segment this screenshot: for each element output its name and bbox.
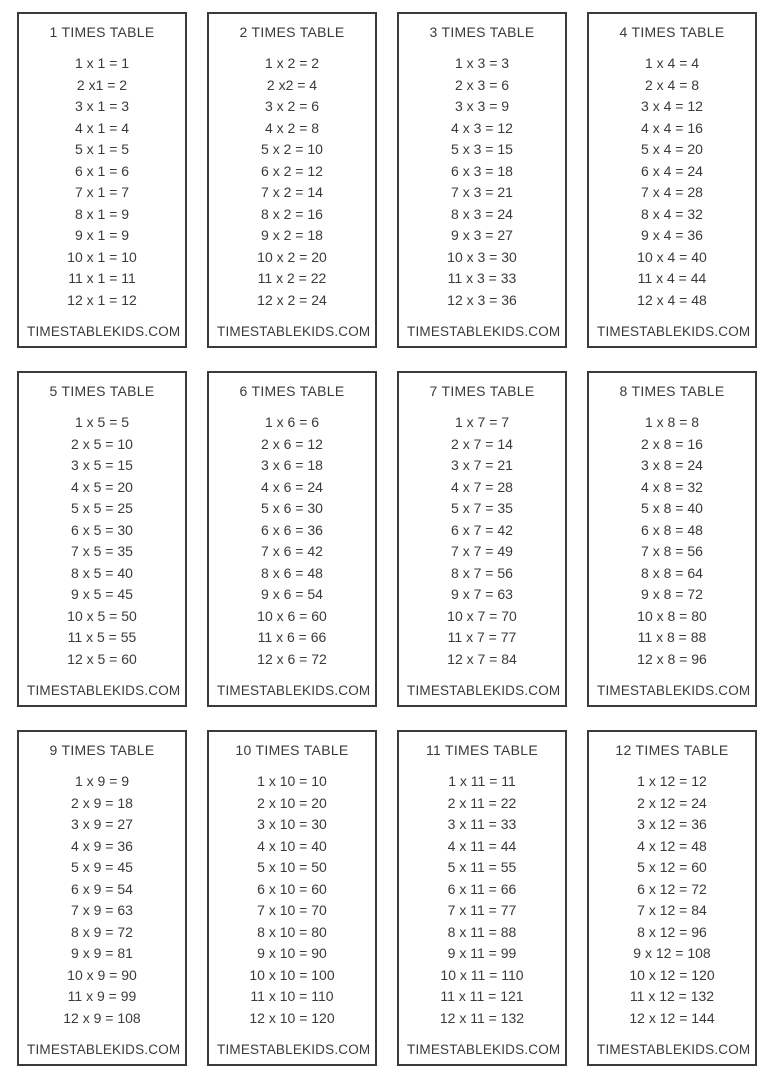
multiplication-fact: 11 x 11 = 121 [440, 988, 524, 1004]
times-table-card [17, 730, 187, 1066]
multiplication-fact: 2 x 3 = 6 [454, 76, 510, 93]
card-rows [596, 412, 748, 670]
multiplication-fact: 7 x 7 = 49 [451, 543, 513, 559]
multiplication-fact: 3 x 10 = 30 [257, 816, 327, 832]
multiplication-fact: 6 x 5 = 30 [71, 521, 133, 538]
multiplication-fact: 9 x 3 = 27 [451, 227, 513, 243]
multiplication-fact: 7 x 12 = 84 [637, 902, 707, 918]
multiplication-fact: 11 x 3 = 33 [447, 270, 517, 286]
multiplication-fact: 9 x 2 = 18 [261, 227, 323, 243]
multiplication-fact: 11 x 8 = 88 [637, 629, 707, 645]
multiplication-fact: 2 x 5 = 10 [71, 435, 133, 452]
multiplication-fact: 12 x 5 = 60 [67, 650, 137, 667]
multiplication-fact: 5 x 1 = 5 [74, 141, 130, 157]
multiplication-fact: 5 x 4 = 20 [641, 141, 703, 157]
multiplication-fact: 2 x2 = 4 [266, 76, 318, 93]
multiplication-fact: 9 x 6 = 54 [261, 586, 323, 602]
multiplication-fact: 8 x 2 = 16 [261, 205, 323, 222]
multiplication-fact: 9 x 9 = 81 [71, 945, 133, 961]
multiplication-fact: 2 x 9 = 18 [71, 794, 133, 811]
multiplication-fact: 8 x 9 = 72 [71, 923, 133, 940]
multiplication-fact: 6 x 4 = 24 [641, 162, 703, 179]
multiplication-fact: 1 x 5 = 5 [74, 414, 130, 430]
card-title: 1 TIMES TABLE [49, 24, 155, 40]
multiplication-fact: 3 x 3 = 9 [454, 98, 510, 114]
multiplication-fact: 5 x 6 = 30 [261, 500, 323, 516]
multiplication-fact: 2 x1 = 2 [76, 76, 128, 93]
multiplication-fact: 12 x 1 = 12 [67, 291, 137, 308]
multiplication-fact: 1 x 7 = 7 [454, 414, 510, 430]
times-table-grid [17, 12, 757, 1066]
multiplication-fact: 12 x 10 = 120 [249, 1009, 335, 1026]
multiplication-fact: 6 x 11 = 66 [447, 880, 517, 897]
multiplication-fact: 12 x 2 = 24 [257, 291, 327, 308]
card-footer-site-text: TIMESTABLEKIDS.COM [27, 324, 181, 339]
times-table-card [207, 730, 377, 1066]
multiplication-fact: 1 x 3 = 3 [454, 55, 510, 71]
multiplication-fact: 10 x 11 = 110 [440, 966, 524, 983]
multiplication-fact: 5 x 11 = 55 [447, 859, 517, 875]
multiplication-fact: 4 x 12 = 48 [637, 837, 707, 854]
card-title: 11 TIMES TABLE [425, 742, 539, 758]
multiplication-fact: 9 x 8 = 72 [641, 586, 703, 602]
multiplication-fact: 10 x 3 = 30 [447, 248, 517, 265]
multiplication-fact: 1 x 1 = 1 [74, 55, 130, 71]
multiplication-fact: 7 x 2 = 14 [261, 184, 323, 200]
multiplication-fact: 2 x 11 = 22 [447, 794, 517, 811]
multiplication-fact: 11 x 6 = 66 [257, 629, 327, 645]
card-rows [216, 771, 368, 1029]
multiplication-fact: 3 x 11 = 33 [447, 816, 517, 832]
multiplication-fact: 12 x 11 = 132 [439, 1009, 525, 1026]
multiplication-fact: 12 x 4 = 48 [637, 291, 707, 308]
multiplication-fact: 7 x 3 = 21 [451, 184, 513, 200]
multiplication-fact: 12 x 6 = 72 [257, 650, 327, 667]
multiplication-fact: 10 x 1 = 10 [67, 248, 137, 265]
card-rows [26, 53, 178, 311]
multiplication-fact: 11 x 7 = 77 [447, 629, 517, 645]
multiplication-fact: 2 x 6 = 12 [261, 435, 323, 452]
multiplication-fact: 7 x 5 = 35 [71, 543, 133, 559]
multiplication-fact: 4 x 3 = 12 [451, 119, 513, 136]
multiplication-fact: 3 x 1 = 3 [74, 98, 130, 114]
card-rows [406, 412, 558, 670]
multiplication-fact: 9 x 4 = 36 [641, 227, 703, 243]
multiplication-fact: 3 x 5 = 15 [71, 457, 133, 473]
card-title: 4 TIMES TABLE [619, 24, 725, 40]
multiplication-fact: 11 x 2 = 22 [257, 270, 327, 286]
multiplication-fact: 2 x 7 = 14 [451, 435, 513, 452]
multiplication-fact: 11 x 9 = 99 [67, 988, 137, 1004]
multiplication-fact: 3 x 12 = 36 [637, 816, 707, 832]
multiplication-fact: 3 x 7 = 21 [451, 457, 513, 473]
times-table-card [397, 730, 567, 1066]
multiplication-fact: 10 x 8 = 80 [637, 607, 707, 624]
multiplication-fact: 12 x 8 = 96 [637, 650, 707, 667]
multiplication-fact: 4 x 2 = 8 [264, 119, 320, 136]
times-table-card [587, 730, 757, 1066]
times-table-card [587, 371, 757, 707]
card-rows [406, 53, 558, 311]
multiplication-fact: 11 x 5 = 55 [67, 629, 137, 645]
card-rows [216, 53, 368, 311]
card-footer-site-text: TIMESTABLEKIDS.COM [597, 1042, 751, 1057]
multiplication-fact: 1 x 6 = 6 [264, 414, 320, 430]
multiplication-fact: 4 x 11 = 44 [447, 837, 517, 854]
multiplication-fact: 8 x 1 = 9 [74, 205, 130, 222]
multiplication-fact: 9 x 5 = 45 [71, 586, 133, 602]
multiplication-fact: 5 x 9 = 45 [71, 859, 133, 875]
multiplication-fact: 3 x 6 = 18 [261, 457, 323, 473]
multiplication-fact: 12 x 9 = 108 [63, 1009, 141, 1026]
multiplication-fact: 8 x 12 = 96 [637, 923, 707, 940]
multiplication-fact: 5 x 12 = 60 [637, 859, 707, 875]
card-rows [406, 771, 558, 1029]
multiplication-fact: 3 x 2 = 6 [264, 98, 320, 114]
multiplication-fact: 4 x 1 = 4 [74, 119, 130, 136]
multiplication-fact: 8 x 8 = 64 [641, 564, 703, 581]
card-rows [596, 771, 748, 1029]
multiplication-fact: 2 x 10 = 20 [257, 794, 327, 811]
card-title: 6 TIMES TABLE [239, 383, 345, 399]
multiplication-fact: 10 x 6 = 60 [257, 607, 327, 624]
card-title: 8 TIMES TABLE [619, 383, 725, 399]
card-title: 12 TIMES TABLE [615, 742, 729, 758]
multiplication-fact: 9 x 12 = 108 [633, 945, 711, 961]
multiplication-fact: 1 x 8 = 8 [644, 414, 700, 430]
multiplication-fact: 12 x 7 = 84 [447, 650, 517, 667]
card-rows [596, 53, 748, 311]
multiplication-fact: 4 x 7 = 28 [451, 478, 513, 495]
card-footer-site-text: TIMESTABLEKIDS.COM [407, 683, 561, 698]
multiplication-fact: 5 x 10 = 50 [257, 859, 327, 875]
card-rows [26, 771, 178, 1029]
multiplication-fact: 7 x 9 = 63 [71, 902, 133, 918]
times-table-card [207, 12, 377, 348]
card-title: 10 TIMES TABLE [235, 742, 349, 758]
multiplication-fact: 4 x 6 = 24 [261, 478, 323, 495]
times-table-card [397, 371, 567, 707]
multiplication-fact: 1 x 2 = 2 [264, 55, 320, 71]
multiplication-fact: 12 x 3 = 36 [447, 291, 517, 308]
multiplication-fact: 4 x 9 = 36 [71, 837, 133, 854]
multiplication-fact: 3 x 4 = 12 [641, 98, 703, 114]
multiplication-fact: 1 x 10 = 10 [257, 773, 327, 789]
multiplication-fact: 6 x 2 = 12 [261, 162, 323, 179]
card-title: 5 TIMES TABLE [49, 383, 155, 399]
multiplication-fact: 6 x 12 = 72 [637, 880, 707, 897]
multiplication-fact: 2 x 8 = 16 [641, 435, 703, 452]
multiplication-fact: 3 x 9 = 27 [71, 816, 133, 832]
multiplication-fact: 12 x 12 = 144 [629, 1009, 715, 1026]
card-footer-site-text: TIMESTABLEKIDS.COM [597, 324, 751, 339]
multiplication-fact: 7 x 1 = 7 [74, 184, 130, 200]
multiplication-fact: 8 x 6 = 48 [261, 564, 323, 581]
multiplication-fact: 6 x 3 = 18 [451, 162, 513, 179]
card-title: 3 TIMES TABLE [429, 24, 535, 40]
times-table-card [17, 371, 187, 707]
multiplication-fact: 10 x 12 = 120 [629, 966, 715, 983]
card-footer-site-text: TIMESTABLEKIDS.COM [27, 1042, 181, 1057]
multiplication-fact: 7 x 8 = 56 [641, 543, 703, 559]
multiplication-fact: 3 x 8 = 24 [641, 457, 703, 473]
card-footer-site-text: TIMESTABLEKIDS.COM [597, 683, 751, 698]
multiplication-fact: 4 x 8 = 32 [641, 478, 703, 495]
multiplication-fact: 9 x 10 = 90 [257, 945, 327, 961]
multiplication-fact: 5 x 5 = 25 [71, 500, 133, 516]
times-table-card [207, 371, 377, 707]
multiplication-fact: 2 x 12 = 24 [637, 794, 707, 811]
multiplication-fact: 6 x 10 = 60 [257, 880, 327, 897]
card-footer-site-text: TIMESTABLEKIDS.COM [407, 324, 561, 339]
card-rows [26, 412, 178, 670]
multiplication-fact: 7 x 6 = 42 [261, 543, 323, 559]
multiplication-fact: 4 x 10 = 40 [257, 837, 327, 854]
multiplication-fact: 2 x 4 = 8 [644, 76, 700, 93]
multiplication-fact: 10 x 7 = 70 [447, 607, 517, 624]
multiplication-fact: 10 x 10 = 100 [249, 966, 335, 983]
card-title: 7 TIMES TABLE [429, 383, 535, 399]
times-table-card [17, 12, 187, 348]
multiplication-fact: 7 x 10 = 70 [257, 902, 327, 918]
multiplication-fact: 9 x 1 = 9 [74, 227, 130, 243]
card-footer-site-text: TIMESTABLEKIDS.COM [217, 324, 371, 339]
multiplication-fact: 1 x 9 = 9 [74, 773, 130, 789]
multiplication-fact: 1 x 4 = 4 [644, 55, 700, 71]
multiplication-fact: 8 x 4 = 32 [641, 205, 703, 222]
multiplication-fact: 5 x 3 = 15 [451, 141, 513, 157]
multiplication-fact: 10 x 5 = 50 [67, 607, 137, 624]
multiplication-fact: 8 x 3 = 24 [451, 205, 513, 222]
multiplication-fact: 6 x 7 = 42 [451, 521, 513, 538]
multiplication-fact: 6 x 8 = 48 [641, 521, 703, 538]
multiplication-fact: 1 x 12 = 12 [637, 773, 707, 789]
multiplication-fact: 5 x 7 = 35 [451, 500, 513, 516]
card-title: 2 TIMES TABLE [239, 24, 345, 40]
card-footer-site-text: TIMESTABLEKIDS.COM [407, 1042, 561, 1057]
multiplication-fact: 7 x 11 = 77 [447, 902, 517, 918]
multiplication-fact: 8 x 11 = 88 [447, 923, 517, 940]
multiplication-fact: 11 x 4 = 44 [637, 270, 707, 286]
multiplication-fact: 8 x 7 = 56 [451, 564, 513, 581]
multiplication-fact: 11 x 12 = 132 [629, 988, 715, 1004]
multiplication-fact: 6 x 6 = 36 [261, 521, 323, 538]
card-rows [216, 412, 368, 670]
multiplication-fact: 4 x 5 = 20 [71, 478, 133, 495]
multiplication-fact: 10 x 4 = 40 [637, 248, 707, 265]
multiplication-fact: 5 x 8 = 40 [641, 500, 703, 516]
times-table-card [587, 12, 757, 348]
multiplication-fact: 11 x 10 = 110 [250, 988, 334, 1004]
card-title: 9 TIMES TABLE [49, 742, 155, 758]
multiplication-fact: 5 x 2 = 10 [261, 141, 323, 157]
multiplication-fact: 4 x 4 = 16 [641, 119, 703, 136]
multiplication-fact: 1 x 11 = 11 [448, 773, 516, 789]
card-footer-site-text: TIMESTABLEKIDS.COM [27, 683, 181, 698]
multiplication-fact: 9 x 11 = 99 [447, 945, 517, 961]
times-table-card [397, 12, 567, 348]
card-footer-site-text: TIMESTABLEKIDS.COM [217, 1042, 371, 1057]
card-footer-site-text: TIMESTABLEKIDS.COM [217, 683, 371, 698]
multiplication-fact: 6 x 9 = 54 [71, 880, 133, 897]
multiplication-fact: 10 x 9 = 90 [67, 966, 137, 983]
multiplication-fact: 8 x 5 = 40 [71, 564, 133, 581]
multiplication-fact: 11 x 1 = 11 [68, 270, 136, 286]
multiplication-fact: 9 x 7 = 63 [451, 586, 513, 602]
multiplication-fact: 8 x 10 = 80 [257, 923, 327, 940]
multiplication-fact: 7 x 4 = 28 [641, 184, 703, 200]
multiplication-fact: 10 x 2 = 20 [257, 248, 327, 265]
multiplication-fact: 6 x 1 = 6 [74, 162, 130, 179]
